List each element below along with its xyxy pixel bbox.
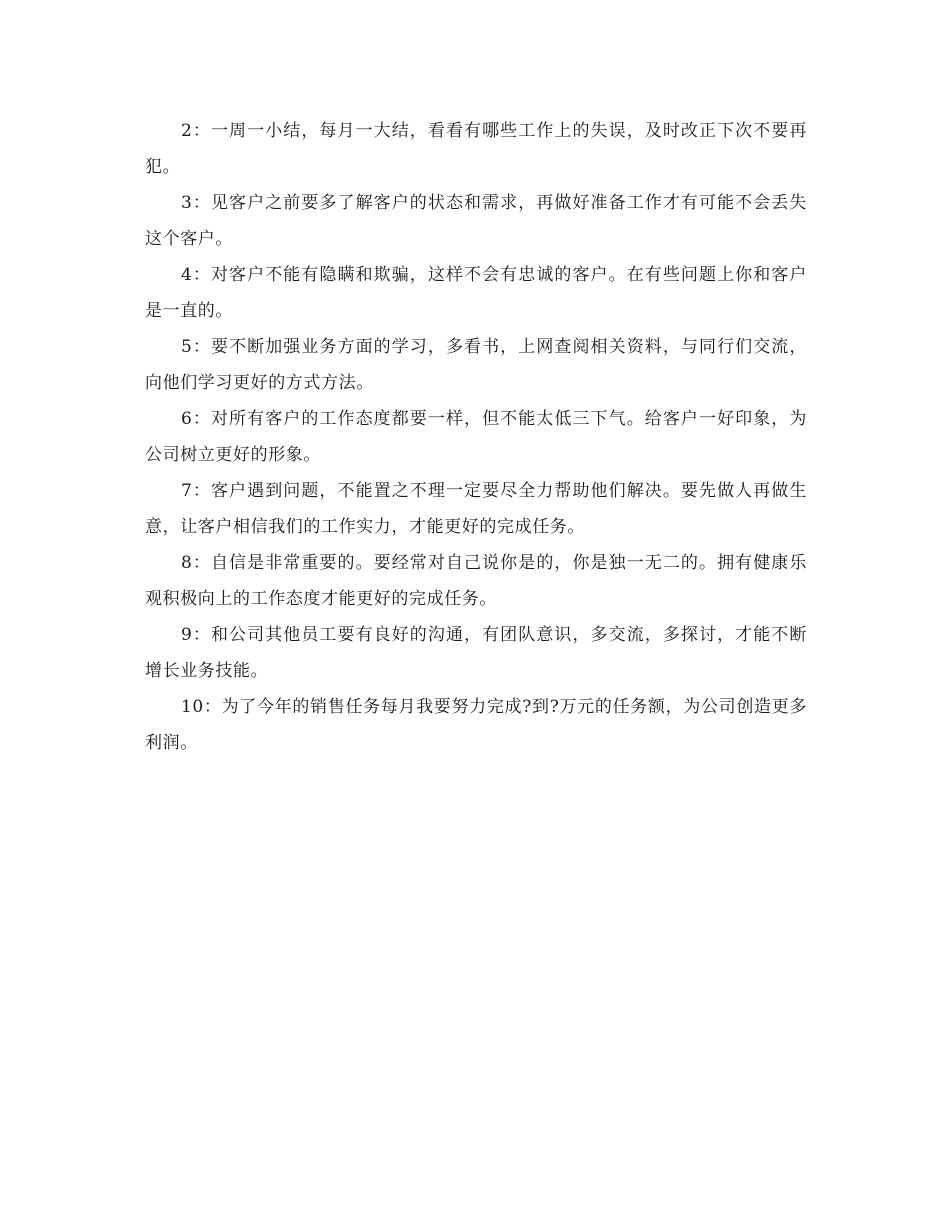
paragraph-item-2: 2：一周一小结，每月一大结，看看有哪些工作上的失误，及时改正下次不要再犯。 — [145, 121, 807, 177]
paragraph-item-10: 10：为了今年的销售任务每月我要努力完成?到?万元的任务额，为公司创造更多利润。 — [145, 697, 807, 753]
paragraph-item-6: 6：对所有客户的工作态度都要一样，但不能太低三下气。给客户一好印象，为公司树立更好的形象。 — [145, 409, 807, 465]
document-body — [145, 113, 807, 761]
paragraph-item-9: 9：和公司其他员工要有良好的沟通，有团队意识，多交流，多探讨，才能不断增长业务技能。 — [145, 625, 807, 681]
paragraph-item-7: 7：客户遇到问题，不能置之不理一定要尽全力帮助他们解决。要先做人再做生意，让客户相信我们的工作实力，才能更好的完成任务。 — [145, 481, 807, 537]
paragraph-item-5: 5：要不断加强业务方面的学习，多看书，上网查阅相关资料，与同行们交流，向他们学习更好的方式方法。 — [145, 337, 807, 393]
paragraph-item-8: 8：自信是非常重要的。要经常对自己说你是的，你是独一无二的。拥有健康乐观积极向上的工作态度才能更好的完成任务。 — [145, 553, 807, 609]
paragraph-item-3: 3：见客户之前要多了解客户的状态和需求，再做好准备工作才有可能不会丢失这个客户。 — [145, 193, 807, 249]
paragraph-item-4: 4：对客户不能有隐瞒和欺骗，这样不会有忠诚的客户。在有些问题上你和客户是一直的。 — [145, 265, 807, 321]
